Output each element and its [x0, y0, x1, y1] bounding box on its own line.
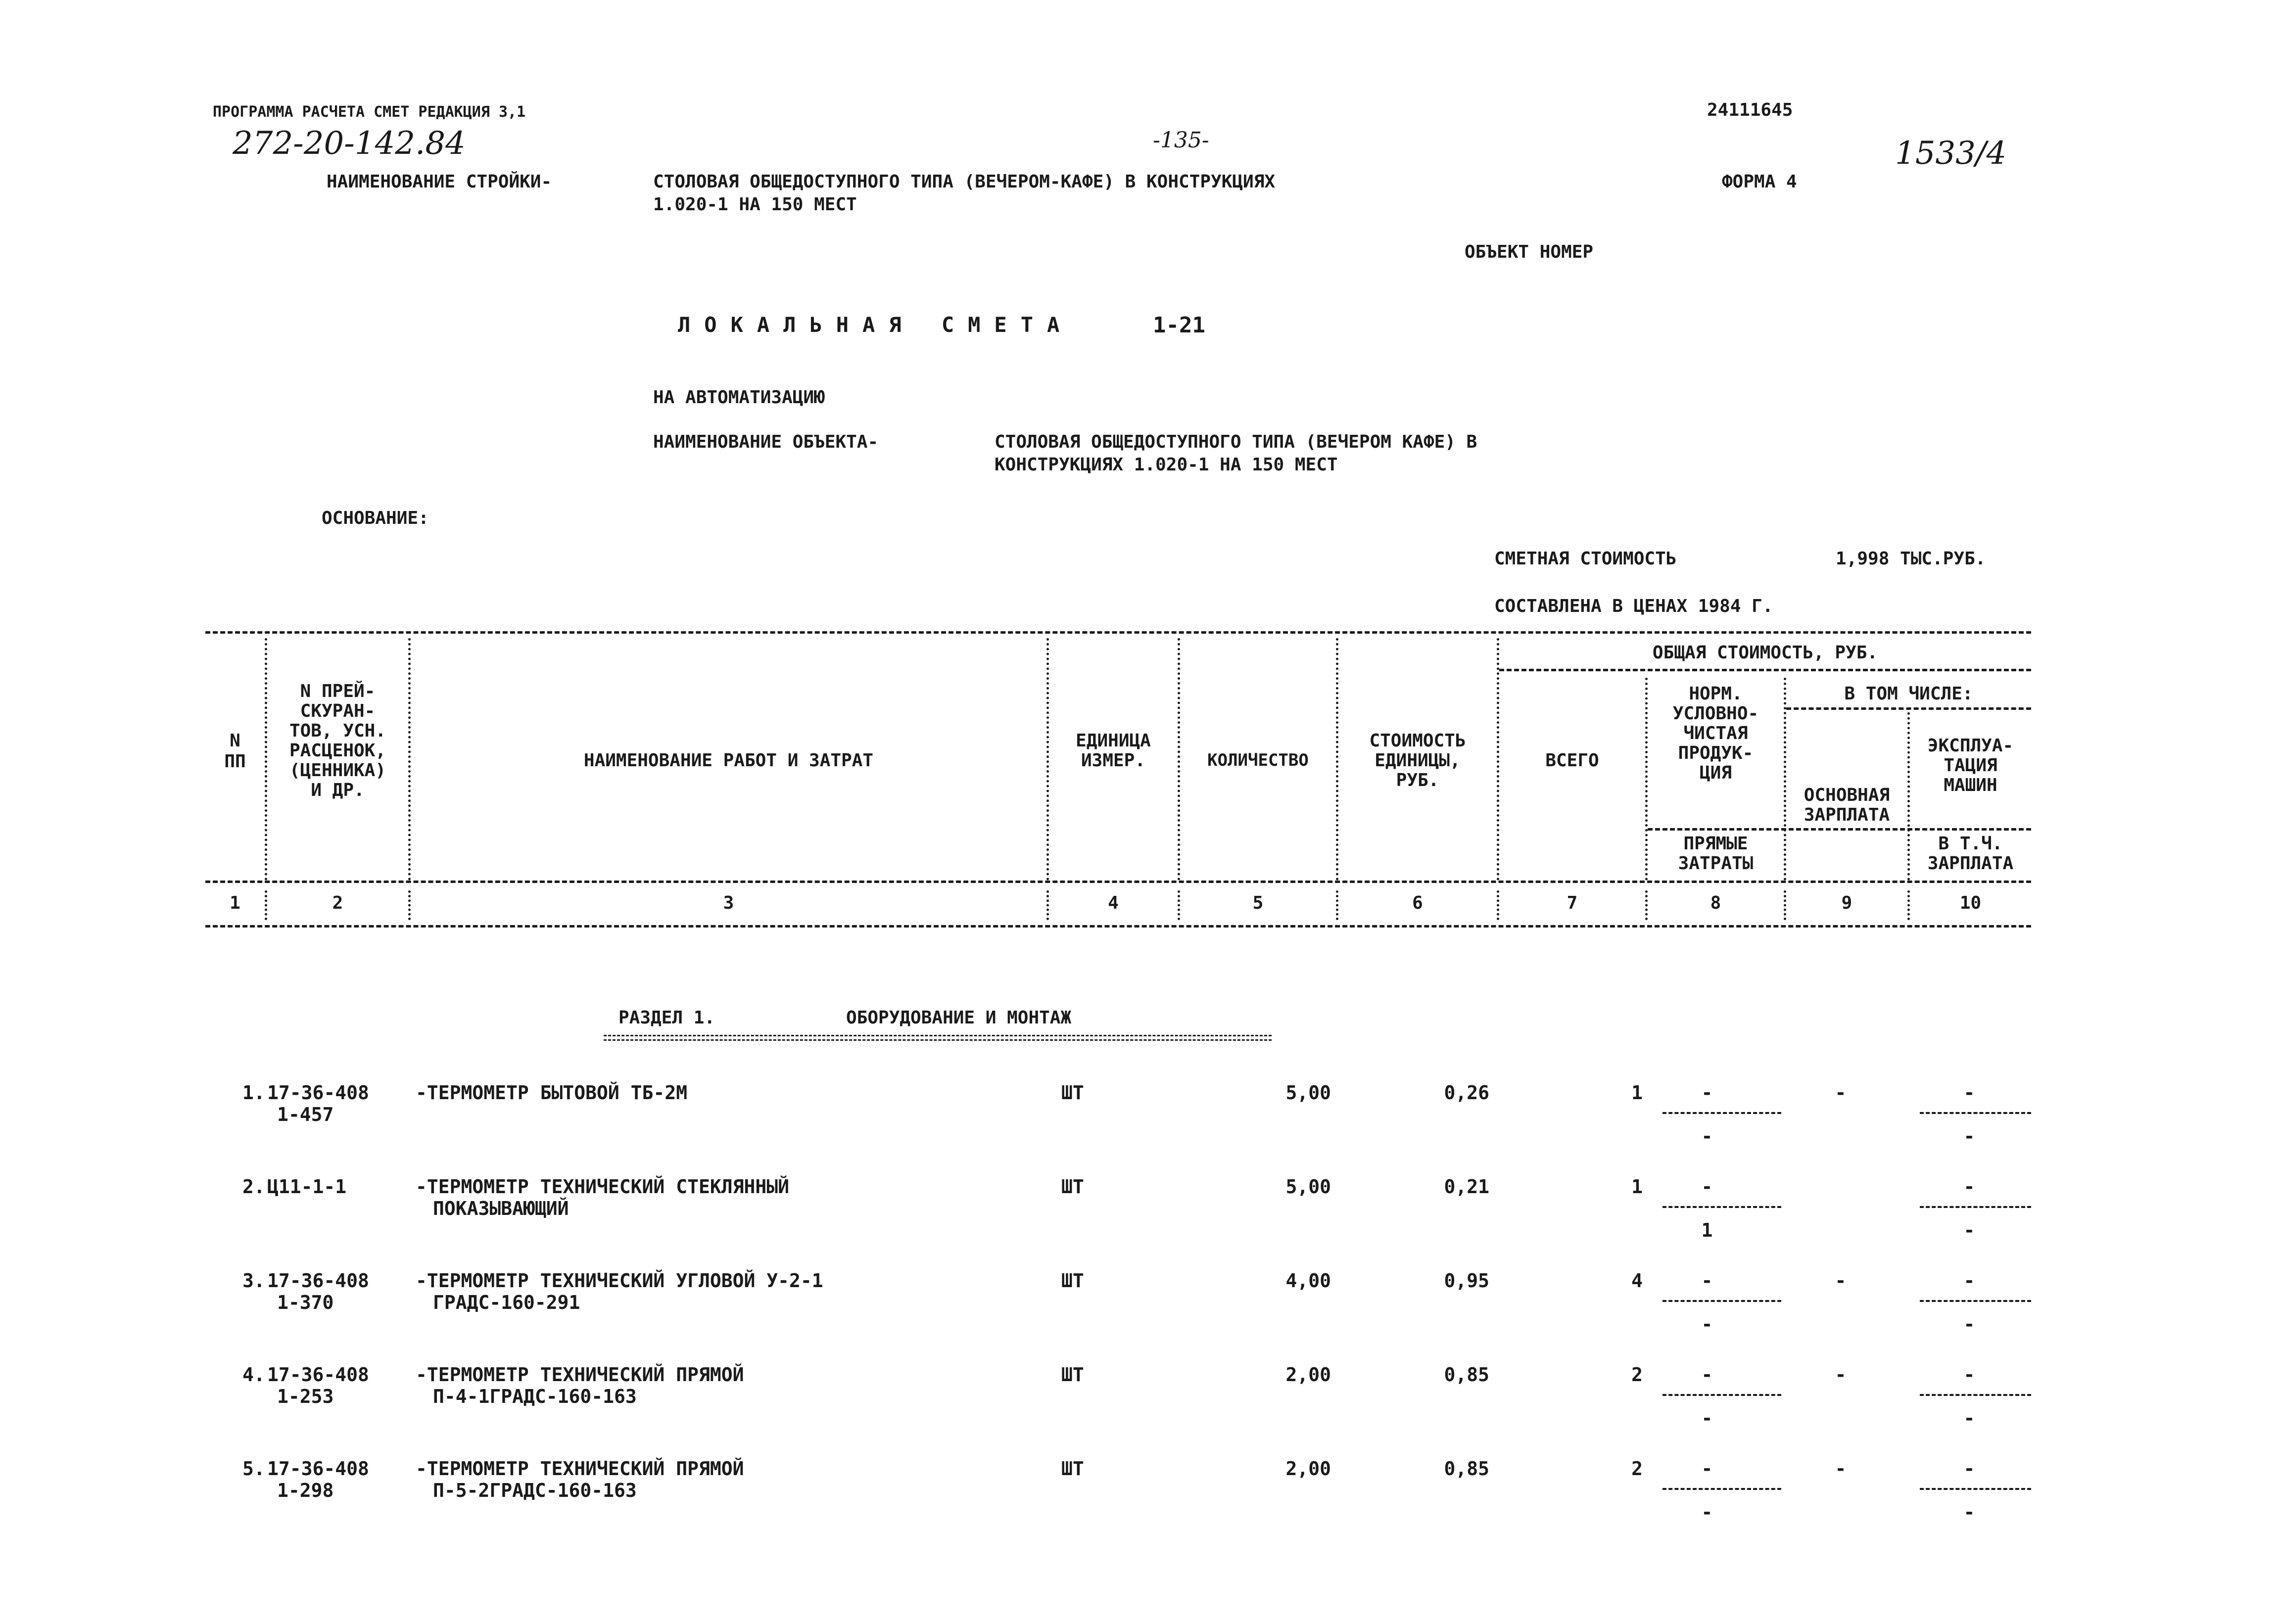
building-label: НАИМЕНОВАНИЕ СТРОЙКИ- [327, 172, 552, 192]
row-c8b: - [1701, 1313, 1713, 1335]
cell-rule [1662, 1300, 1781, 1302]
row-c10b: - [1963, 1501, 1975, 1523]
row-code-2: 1-298 [277, 1480, 334, 1501]
row-c-8: - [1701, 1270, 1713, 1292]
document-title: ЛОКАЛЬНАЯ СМЕТА [678, 313, 1074, 337]
row-unit: ШТ [1061, 1176, 1084, 1198]
col6-header-line-1: СТОИМОСТЬ [1369, 731, 1466, 751]
row-unit: ШТ [1061, 1364, 1084, 1386]
row-c-10: - [1963, 1270, 1975, 1292]
row-price: 0,85 [1444, 1458, 1489, 1480]
row-code-1: 17-36-408 [267, 1458, 369, 1480]
cell-rule [1662, 1394, 1781, 1396]
row-name-1: -ТЕРМОМЕТР ТЕХНИЧЕСКИЙ УГЛОВОЙ У-2-1 [416, 1270, 823, 1292]
row-qty: 2,00 [1285, 1364, 1331, 1386]
doc-code: 272-20-142.84 [233, 125, 466, 162]
row-n: 5. [242, 1458, 265, 1480]
column-number-6: 6 [1412, 893, 1423, 913]
row-qty: 5,00 [1285, 1082, 1331, 1104]
row-c-10: - [1963, 1176, 1975, 1198]
col10b-header-line-1: В Т.Ч. [1938, 834, 2003, 854]
total-cost-group-rule [1499, 669, 2031, 671]
num-sep-2 [408, 890, 411, 920]
column-number-9: 9 [1841, 893, 1852, 913]
row-n: 1. [242, 1082, 265, 1104]
cell-rule [1920, 1488, 2031, 1490]
row-total: 2 [1631, 1458, 1643, 1480]
row-name-1: -ТЕРМОМЕТР ТЕХНИЧЕСКИЙ ПРЯМОЙ [416, 1458, 744, 1480]
column-numbers-rule [205, 925, 2031, 928]
column-number-10: 10 [1959, 893, 1982, 913]
building-name-line-1: СТОЛОВАЯ ОБЩЕДОСТУПНОГО ТИПА (ВЕЧЕРОМ-КАФЕ) В КОНСТРУКЦИЯХ [653, 172, 1276, 192]
row-c10b: - [1963, 1219, 1975, 1241]
col2-header-line-6: И ДР. [311, 780, 365, 800]
row-c-8: - [1701, 1458, 1713, 1480]
num-sep-3 [1046, 890, 1049, 920]
col4-header-line-1: ЕДИНИЦА [1076, 731, 1151, 751]
row-unit: ШТ [1061, 1082, 1084, 1104]
column-number-8: 8 [1710, 893, 1721, 913]
col9-header-line-2: ЗАРПЛАТА [1804, 805, 1890, 825]
row-c-8: - [1701, 1082, 1713, 1104]
row-c-8: - [1701, 1176, 1713, 1198]
row-code-2: 1-370 [277, 1292, 334, 1313]
row-price: 0,26 [1444, 1082, 1489, 1104]
column-number-2: 2 [332, 893, 343, 913]
num-sep-7 [1645, 890, 1648, 920]
row-code-1: 17-36-408 [267, 1082, 369, 1104]
col5-header: КОЛИЧЕСТВО [1207, 750, 1309, 770]
program-line: ПРОГРАММА РАСЧЕТА СМЕТ РЕДАКЦИЯ 3,1 [213, 103, 526, 121]
building-name-line-2: 1.020-1 НА 150 МЕСТ [653, 194, 857, 215]
page-number: -135- [1153, 128, 1209, 153]
row-c10b: - [1963, 1407, 1975, 1429]
col4-header-line-2: ИЗМЕР. [1081, 750, 1146, 771]
col2-header-line-5: (ЦЕННИКА) [289, 760, 386, 781]
col8-header-line-1: НОРМ. [1689, 684, 1743, 704]
col1-header-line-2: ПП [224, 751, 246, 772]
col8b-header-line-1: ПРЯМЫЕ [1683, 834, 1748, 854]
row-c-9: - [1835, 1082, 1847, 1104]
estimate-cost-value: 1,998 ТЫС.РУБ. [1836, 549, 1986, 569]
row-c-10: - [1963, 1082, 1975, 1104]
column-number-7: 7 [1567, 893, 1578, 913]
col3-header: НАИМЕНОВАНИЕ РАБОТ И ЗАТРАТ [583, 750, 874, 771]
row-n: 4. [242, 1364, 265, 1386]
row-code-2: 1-253 [277, 1386, 334, 1407]
column-number-5: 5 [1252, 893, 1264, 913]
num-sep-4 [1178, 890, 1180, 920]
row-name-1: -ТЕРМОМЕТР ТЕХНИЧЕСКИЙ ПРЯМОЙ [416, 1364, 744, 1386]
col9-header-line-1: ОСНОВНАЯ [1804, 785, 1890, 805]
col10-header-line-2: ТАЦИЯ [1944, 755, 1997, 776]
row-qty: 5,00 [1285, 1176, 1331, 1198]
including-rule [1786, 707, 2031, 710]
column-number-1: 1 [230, 893, 240, 913]
cell-rule [1662, 1206, 1781, 1208]
document-title-number: 1-21 [1153, 313, 1205, 338]
row-code-1: 17-36-408 [267, 1364, 369, 1386]
col7-header: ВСЕГО [1545, 750, 1599, 771]
column-number-3: 3 [723, 893, 734, 913]
row-unit: ШТ [1061, 1458, 1084, 1480]
row-name-1: -ТЕРМОМЕТР ТЕХНИЧЕСКИЙ СТЕКЛЯННЫЙ [416, 1176, 789, 1198]
row-code-1: 17-36-408 [267, 1270, 369, 1292]
col6-header-line-3: РУБ. [1396, 770, 1439, 790]
total-cost-group-header: ОБЩАЯ СТОИМОСТЬ, РУБ. [1652, 643, 1878, 663]
row-c-10: - [1963, 1458, 1975, 1480]
row-unit: ШТ [1061, 1270, 1084, 1292]
row-qty: 4,00 [1285, 1270, 1331, 1292]
row-total: 1 [1631, 1176, 1643, 1198]
cell-rule [1662, 1488, 1781, 1490]
object-name-line-1: СТОЛОВАЯ ОБЩЕДОСТУПНОГО ТИПА (ВЕЧЕРОМ КАФЕ) В [995, 432, 1477, 452]
col1-header-line-1: N [230, 731, 240, 751]
column-number-4: 4 [1108, 893, 1119, 913]
col6-header-line-2: ЕДИНИЦЫ, [1375, 750, 1461, 771]
sheet-mark: 1533/4 [1895, 135, 2007, 172]
prices-line: СОСТАВЛЕНА В ЦЕНАХ 1984 Г. [1494, 596, 1773, 616]
col2-header-line-4: РАСЦЕНОК, [289, 741, 386, 761]
row-n: 2. [242, 1176, 265, 1198]
row-n: 3. [242, 1270, 265, 1292]
section-name: ОБОРУДОВАНИЕ И МОНТАЖ [846, 1008, 1072, 1028]
row-name-1: -ТЕРМОМЕТР БЫТОВОЙ ТБ-2М [416, 1082, 688, 1104]
col8-header-line-4: ПРОДУК- [1678, 743, 1754, 763]
col8b-header-line-2: ЗАТРАТЫ [1678, 853, 1754, 874]
col8-header-line-2: УСЛОВНО- [1672, 703, 1759, 724]
row-code-1: Ц11-1-1 [267, 1176, 347, 1198]
col10b-header-line-2: ЗАРПЛАТА [1927, 853, 2014, 874]
num-sep-9 [1907, 890, 1910, 920]
including-header: В ТОМ ЧИСЛЕ: [1844, 684, 1973, 704]
num-sep-5 [1336, 890, 1338, 920]
row-c-8: - [1701, 1364, 1713, 1386]
row-c10b: - [1963, 1313, 1975, 1335]
row-total: 2 [1631, 1364, 1643, 1386]
object-number-label: ОБЪЕКТ НОМЕР [1465, 242, 1594, 262]
object-name-label: НАИМЕНОВАНИЕ ОБЪЕКТА- [653, 432, 879, 452]
col2-header-line-2: СКУРАН- [300, 701, 376, 721]
header-top-rule [205, 631, 2031, 634]
cell-rule [1920, 1300, 2031, 1302]
header-bottom-rule [205, 881, 2031, 883]
col10-header-line-1: ЭКСПЛУА- [1927, 736, 2014, 756]
row-c-10: - [1963, 1364, 1975, 1386]
row-name-2: П-5-2ГРАДС-160-163 [433, 1480, 637, 1501]
row-name-2: ПОКАЗЫВАЮЩИЙ [433, 1198, 569, 1219]
row-c8b: 1 [1701, 1219, 1713, 1241]
row-code-2: 1-457 [277, 1104, 334, 1125]
num-sep-1 [265, 890, 267, 920]
estimate-subject: НА АВТОМАТИЗАЦИЮ [653, 387, 825, 408]
row-c-9: - [1835, 1364, 1847, 1386]
col8-header-line-5: ЦИЯ [1699, 763, 1732, 783]
col2-header-line-3: ТОВ, УСН. [289, 721, 386, 741]
estimate-cost-label: СМЕТНАЯ СТОИМОСТЬ [1494, 549, 1677, 569]
row-total: 4 [1631, 1270, 1643, 1292]
sub-header-rule [1648, 828, 2031, 831]
row-c-9: - [1835, 1270, 1847, 1292]
row-c8b: - [1701, 1407, 1713, 1429]
cell-rule [1920, 1112, 2031, 1114]
col8-header-line-3: ЧИСТАЯ [1683, 723, 1748, 743]
row-c8b: - [1701, 1125, 1713, 1147]
row-price: 0,85 [1444, 1364, 1489, 1386]
org-code: 24111645 [1707, 100, 1793, 120]
num-sep-6 [1497, 890, 1499, 920]
row-qty: 2,00 [1285, 1458, 1331, 1480]
row-c8b: - [1701, 1501, 1713, 1523]
row-c10b: - [1963, 1125, 1975, 1147]
section-underline [604, 1035, 1272, 1041]
row-price: 0,21 [1444, 1176, 1489, 1198]
basis-label: ОСНОВАНИЕ: [322, 508, 429, 528]
num-sep-8 [1784, 890, 1786, 920]
col10-header-line-3: МАШИН [1944, 775, 1997, 795]
row-total: 1 [1631, 1082, 1643, 1104]
col2-header-line-1: N ПРЕЙ- [300, 681, 376, 701]
row-c-9: - [1835, 1458, 1847, 1480]
cell-rule [1920, 1394, 2031, 1396]
cell-rule [1662, 1112, 1781, 1114]
cell-rule [1920, 1206, 2031, 1208]
row-price: 0,95 [1444, 1270, 1489, 1292]
section-title: РАЗДЕЛ 1. [618, 1008, 715, 1028]
row-name-2: П-4-1ГРАДС-160-163 [433, 1386, 637, 1407]
row-name-2: ГРАДС-160-291 [433, 1292, 580, 1313]
object-name-line-2: КОНСТРУКЦИЯХ 1.020-1 НА 150 МЕСТ [995, 455, 1338, 475]
form-label: ФОРМА 4 [1722, 172, 1797, 192]
